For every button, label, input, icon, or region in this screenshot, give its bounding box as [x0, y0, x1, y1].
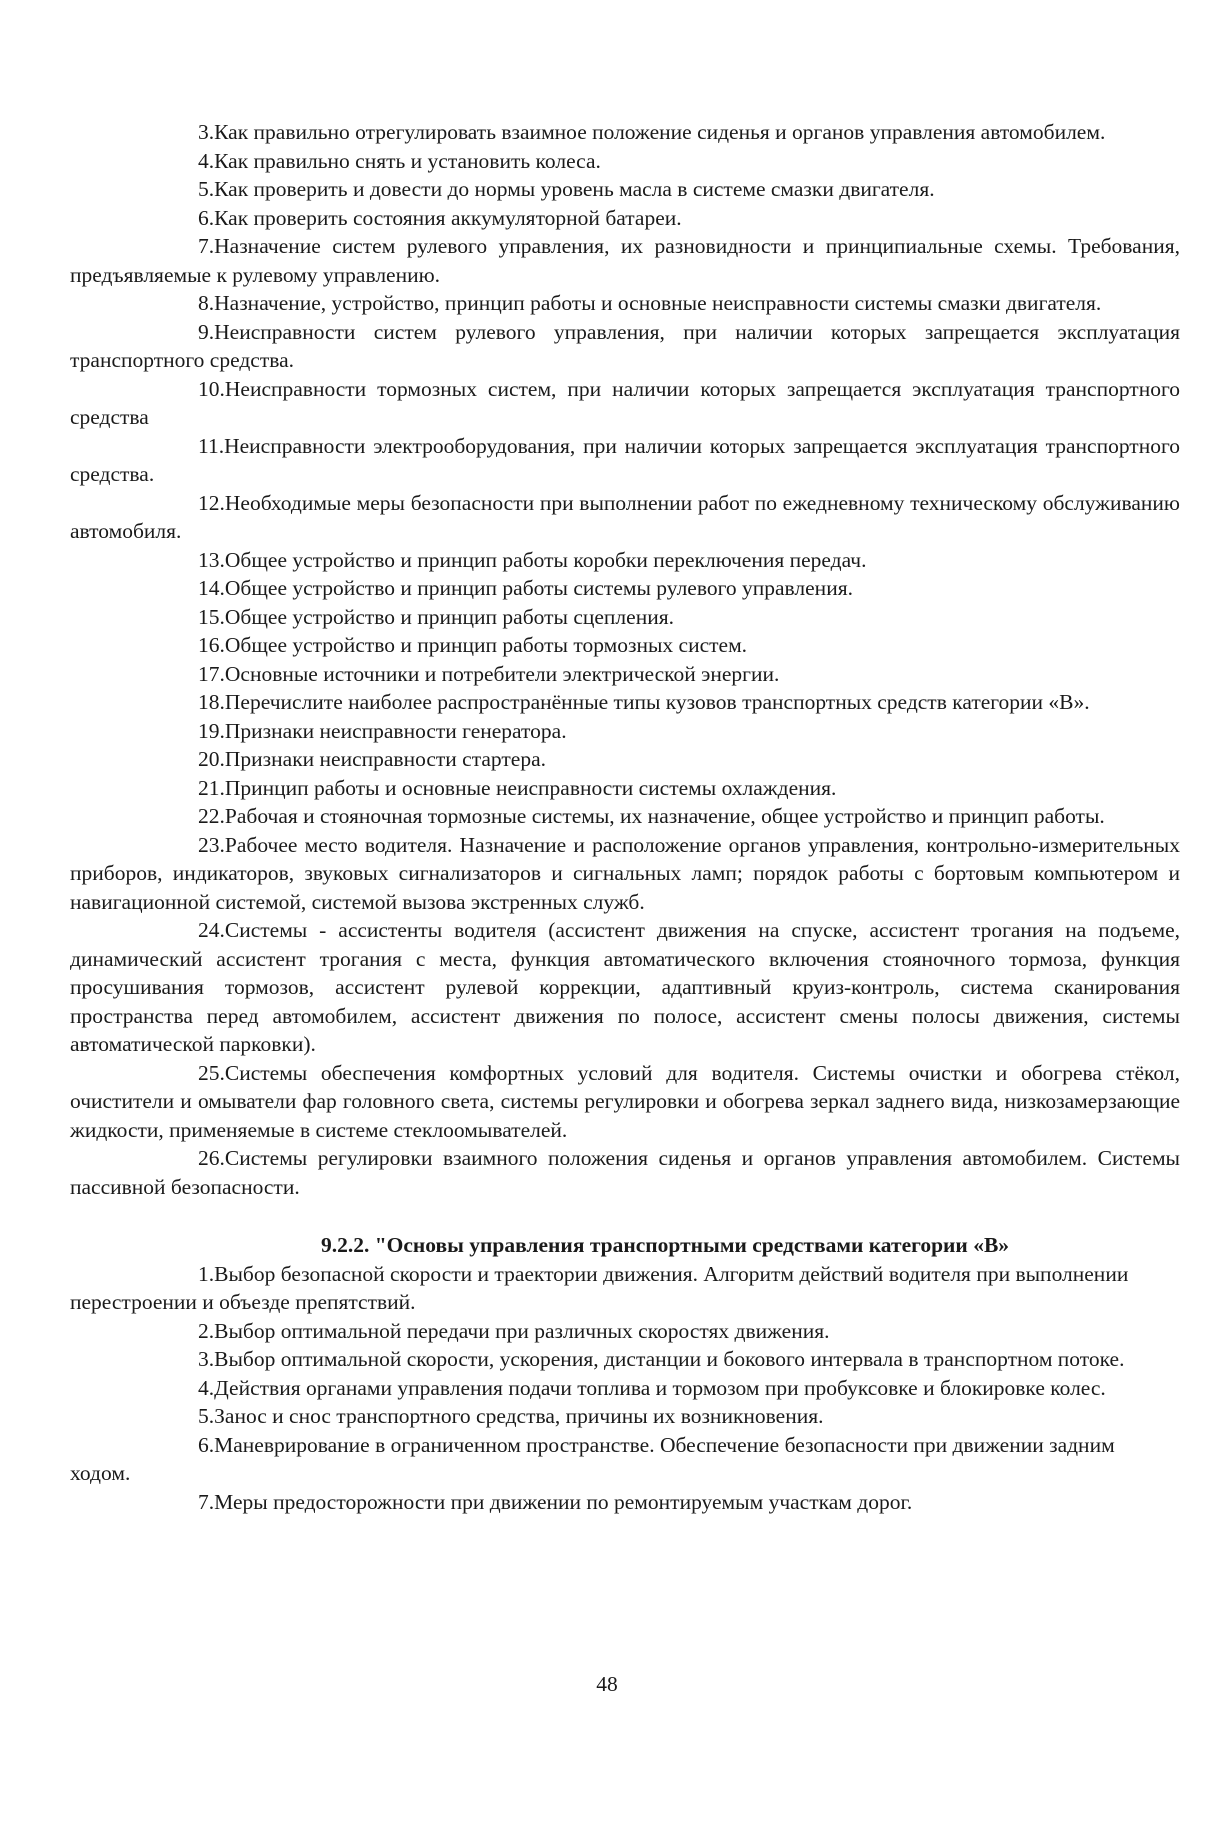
list-item: 5.Как проверить и довести до нормы уровень масла в системе смазки двигателя.: [198, 177, 935, 201]
list-item: 7.Назначение систем рулевого управления, их разновидности и принципиальные схемы. Требования, предъявляемые к рулевому управлению.: [70, 234, 1180, 287]
list-item: 8.Назначение, устройство, принцип работы и основные неисправности системы смазки двигателя.: [198, 291, 1102, 315]
page-number: 48: [596, 1672, 618, 1696]
list-item: 5.Занос и снос транспортного средства, причины их возникновения.: [198, 1404, 824, 1428]
question-list-part2: [70, 1260, 1180, 1517]
list-item: 2.Выбор оптимальной передачи при различных скоростях движения.: [198, 1318, 830, 1343]
list-item: 15.Общее устройство и принцип работы сцепления.: [198, 604, 674, 629]
list-item: 26.Системы регулировки взаимного положения сиденья и органов управления автомобилем. Системы пассивной безопасности.: [70, 1146, 1180, 1199]
list-item: 10.Неисправности тормозных систем, при наличии которых запрещается эксплуатация транспортного средства: [70, 376, 1180, 429]
list-item: 19.Признаки неисправности генератора.: [198, 718, 567, 743]
list-item: 4.Действия органами управления подачи топлива и тормозом при пробуксовке и блокировке колес.: [198, 1375, 1106, 1400]
list-item: 24.Системы - ассистенты водителя (ассистент движения на спуске, ассистент трогания на подъеме, динамический ассистент трогания с места, функция автоматического включения стояночного тормоза, функция просушивания тормозов, ассистент рулевой коррекции, адаптивный круиз-контроль, система сканирования пространства перед автомобилем, ассистент движения по полосе, ассистент смены полосы движения, системы автоматической парковки).: [70, 918, 1180, 1056]
list-item: 13.Общее устройство и принцип работы коробки переключения передач.: [198, 547, 867, 572]
list-item: 14.Общее устройство и принцип работы системы рулевого управления.: [198, 576, 853, 600]
section-heading: 9.2.2. "Основы управления транспортными средствами категории «В»: [320, 1233, 1010, 1257]
list-item: 7.Меры предосторожности при движении по ремонтируемым участкам дорог.: [198, 1489, 913, 1514]
list-item: 21.Принцип работы и основные неисправности системы охлаждения.: [198, 775, 837, 800]
list-item: 6.Как проверить состояния аккумуляторной батареи.: [198, 205, 682, 230]
list-item: 16.Общее устройство и принцип работы тормозных систем.: [198, 633, 748, 657]
list-item: 18.Перечислите наиболее распространённые типы кузовов транспортных средств категории «В».: [198, 690, 1090, 714]
list-item: 1.Выбор безопасной скорости и траектории движения. Алгоритм действий водителя при выполнении перестроении и объезде препятствий.: [70, 1261, 1129, 1314]
list-item: 12.Необходимые меры безопасности при выполнении работ по ежедневному техническому обслуживанию автомобиля.: [70, 490, 1180, 543]
document-page: [70, 118, 1180, 1516]
list-item: 17.Основные источники и потребители электрической энергии.: [198, 661, 780, 686]
list-item: 20.Признаки неисправности стартера.: [198, 747, 546, 771]
list-item: 3.Выбор оптимальной скорости, ускорения, дистанции и бокового интервала в транспортном потоке.: [198, 1347, 1125, 1371]
list-item: 6.Маневрирование в ограниченном пространстве. Обеспечение безопасности при движении задним ходом.: [70, 1432, 1115, 1485]
list-item: 22.Рабочая и стояночная тормозные системы, их назначение, общее устройство и принцип работы.: [198, 804, 1105, 828]
list-item: 23.Рабочее место водителя. Назначение и расположение органов управления, контрольно-измерительных приборов, индикаторов, звуковых сигнализаторов и сигнальных ламп; порядок работы с бортовым компьютером и навигационной системой, системой вызова экстренных служб.: [70, 832, 1180, 914]
list-item: 25.Системы обеспечения комфортных условий для водителя. Системы очистки и обогрева стёкол, очистители и омыватели фар головного света, системы регулировки и обогрева зеркал заднего вида, низкозамерзающие жидкости, применяемые в системе стеклоомывателей.: [70, 1060, 1180, 1142]
list-item: 4.Как правильно снять и установить колеса.: [198, 148, 601, 173]
list-item: 9.Неисправности систем рулевого управления, при наличии которых запрещается эксплуатация транспортного средства.: [70, 319, 1180, 372]
list-item: 3.Как правильно отрегулировать взаимное положение сиденья и органов управления автомобилем.: [198, 120, 1106, 144]
question-list-part1: [70, 118, 1180, 1201]
list-item: 11.Неисправности электрооборудования, при наличии которых запрещается эксплуатация транспортного средства.: [70, 433, 1180, 486]
